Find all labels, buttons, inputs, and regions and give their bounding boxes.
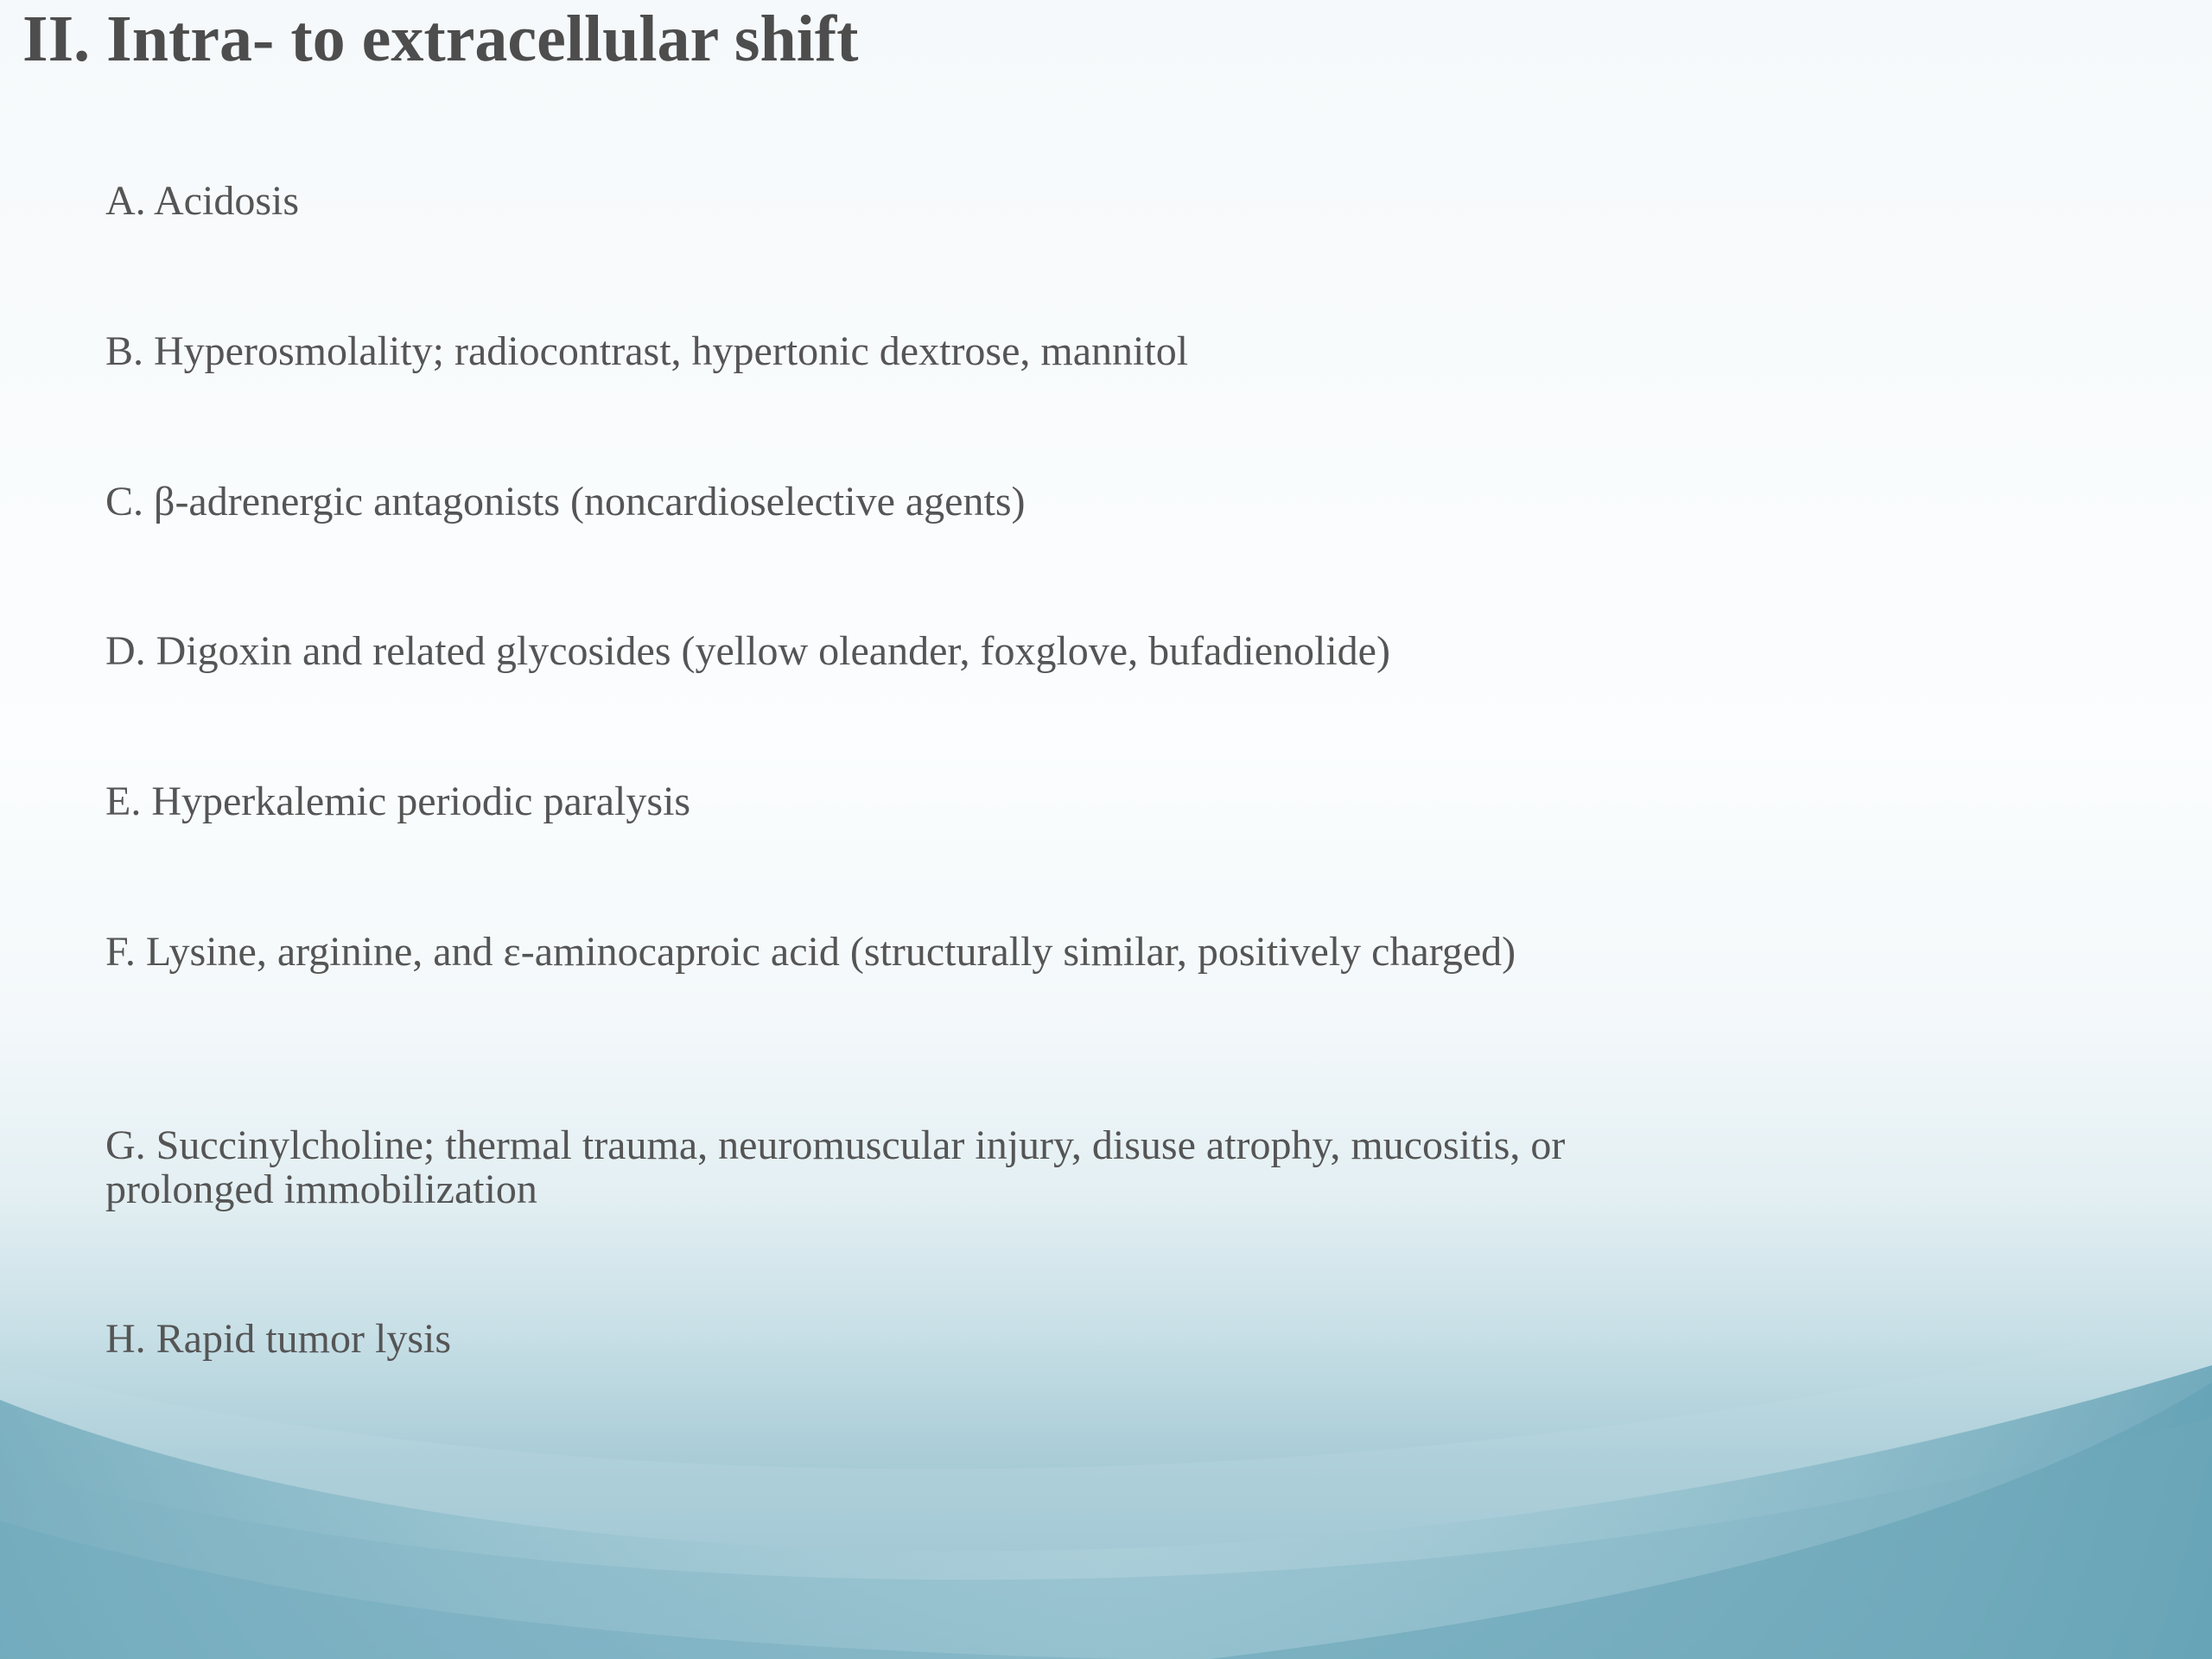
list-item: G. Succinylcholine; thermal trauma, neuromuscular injury, disuse atrophy, mucositis, or prolonged immobilization bbox=[105, 1122, 1566, 1212]
list-item: B. Hyperosmolality; radiocontrast, hypertonic dextrose, mannitol bbox=[105, 328, 1189, 374]
slide-title: II. Intra- to extracellular shift bbox=[22, 3, 859, 75]
list-item: E. Hyperkalemic periodic paralysis bbox=[105, 779, 691, 824]
list-item: A. Acidosis bbox=[105, 178, 300, 224]
list-item: C. β-adrenergic antagonists (noncardioselective agents) bbox=[105, 479, 1026, 524]
list-item: F. Lysine, arginine, and ε-aminocaproic acid (structurally similar, positively charged) bbox=[105, 929, 1516, 975]
list-item: D. Digoxin and related glycosides (yellow oleander, foxglove, bufadienolide) bbox=[105, 628, 1390, 674]
list-item: H. Rapid tumor lysis bbox=[105, 1316, 452, 1362]
